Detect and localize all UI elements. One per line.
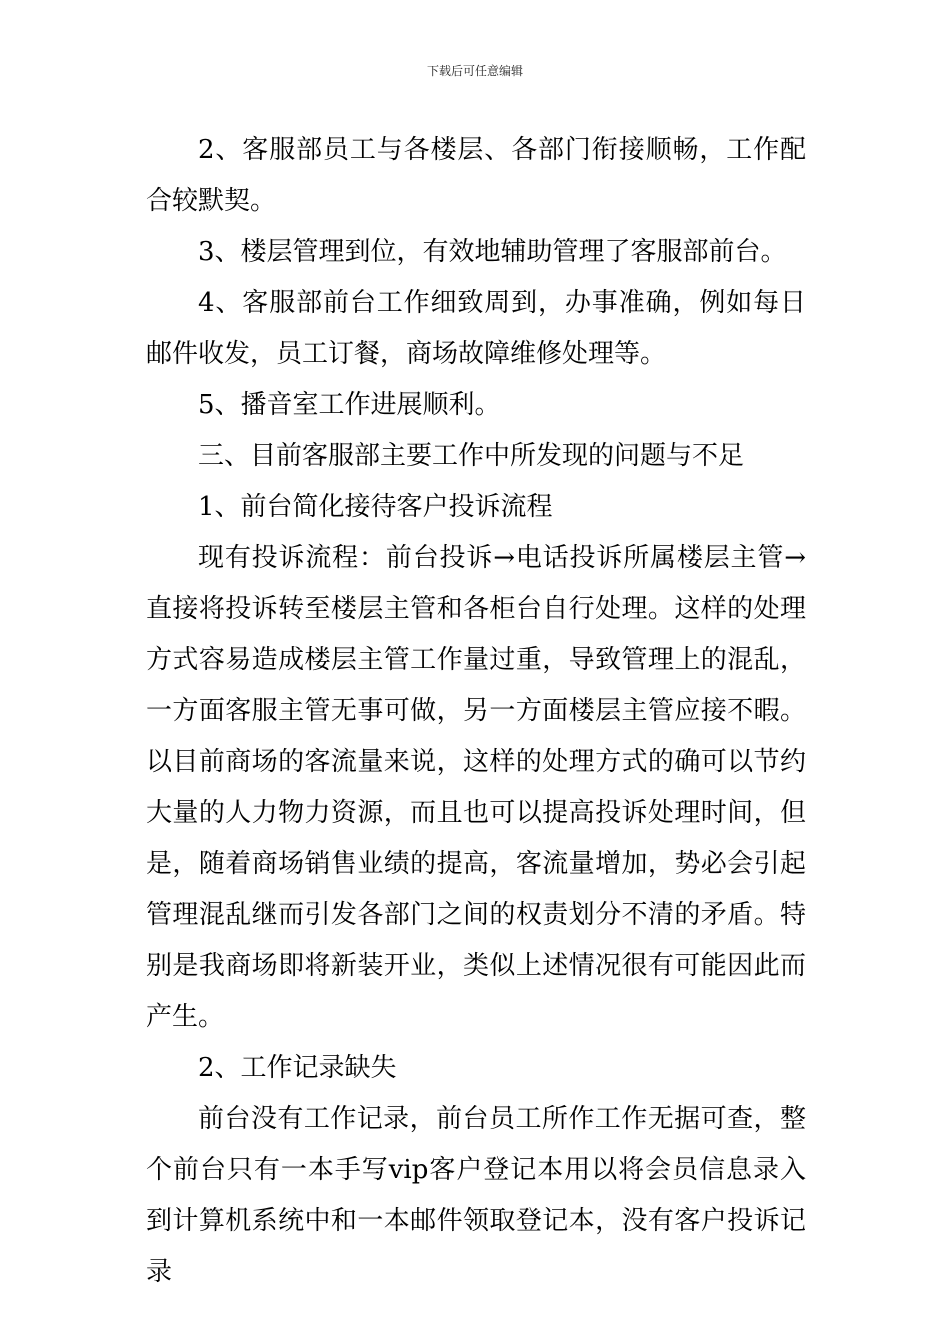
section-heading-problems: 三、目前客服部主要工作中所发现的问题与不足	[198, 441, 745, 471]
subheading-missing-records: 2、工作记录缺失	[198, 1053, 397, 1083]
paragraph-complaint-process: 现有投诉流程：前台投诉→电话投诉所属楼层主管→直接将投诉转至楼层主管和各柜台自行处理。这样的处理方式容易造成楼层主管工作量过重，导致管理上的混乱，一方面客服主管无事可做，另一方面楼层主管应接不暇。以目前商场的客流量来说，这样的处理方式的确可以节约大量的人力物力资源，而且也可以提高投诉处理时间，但是，随着商场销售业绩的提高，客流量增加，势必会引起管理混乱继而引发各部门之间的权责划分不清的矛盾。特别是我商场即将新装开业，类似上述情况很有可能因此而产生。	[146, 543, 806, 1032]
paragraph-missing-records: 前台没有工作记录，前台员工所作工作无据可查，整个前台只有一本手写vip客户登记本用以将会员信息录入到计算机系统中和一本邮件领取登记本，没有客户投诉记录	[146, 1104, 806, 1287]
paragraph-floor-management: 3、楼层管理到位，有效地辅助管理了客服部前台。	[198, 237, 787, 267]
subheading-complaint-process: 1、前台简化接待客户投诉流程	[198, 492, 553, 522]
paragraph-broadcast-room: 5、播音室工作进展顺利。	[198, 390, 501, 420]
document-body	[146, 125, 806, 1298]
page-header: 下载后可任意编辑	[426, 64, 523, 78]
paragraph-front-desk-work: 4、客服部前台工作细致周到，办事准确，例如每日邮件收发，员工订餐，商场故障维修处理等。	[146, 288, 806, 369]
paragraph-cooperation: 2、客服部员工与各楼层、各部门衔接顺畅，工作配合较默契。	[146, 135, 806, 216]
